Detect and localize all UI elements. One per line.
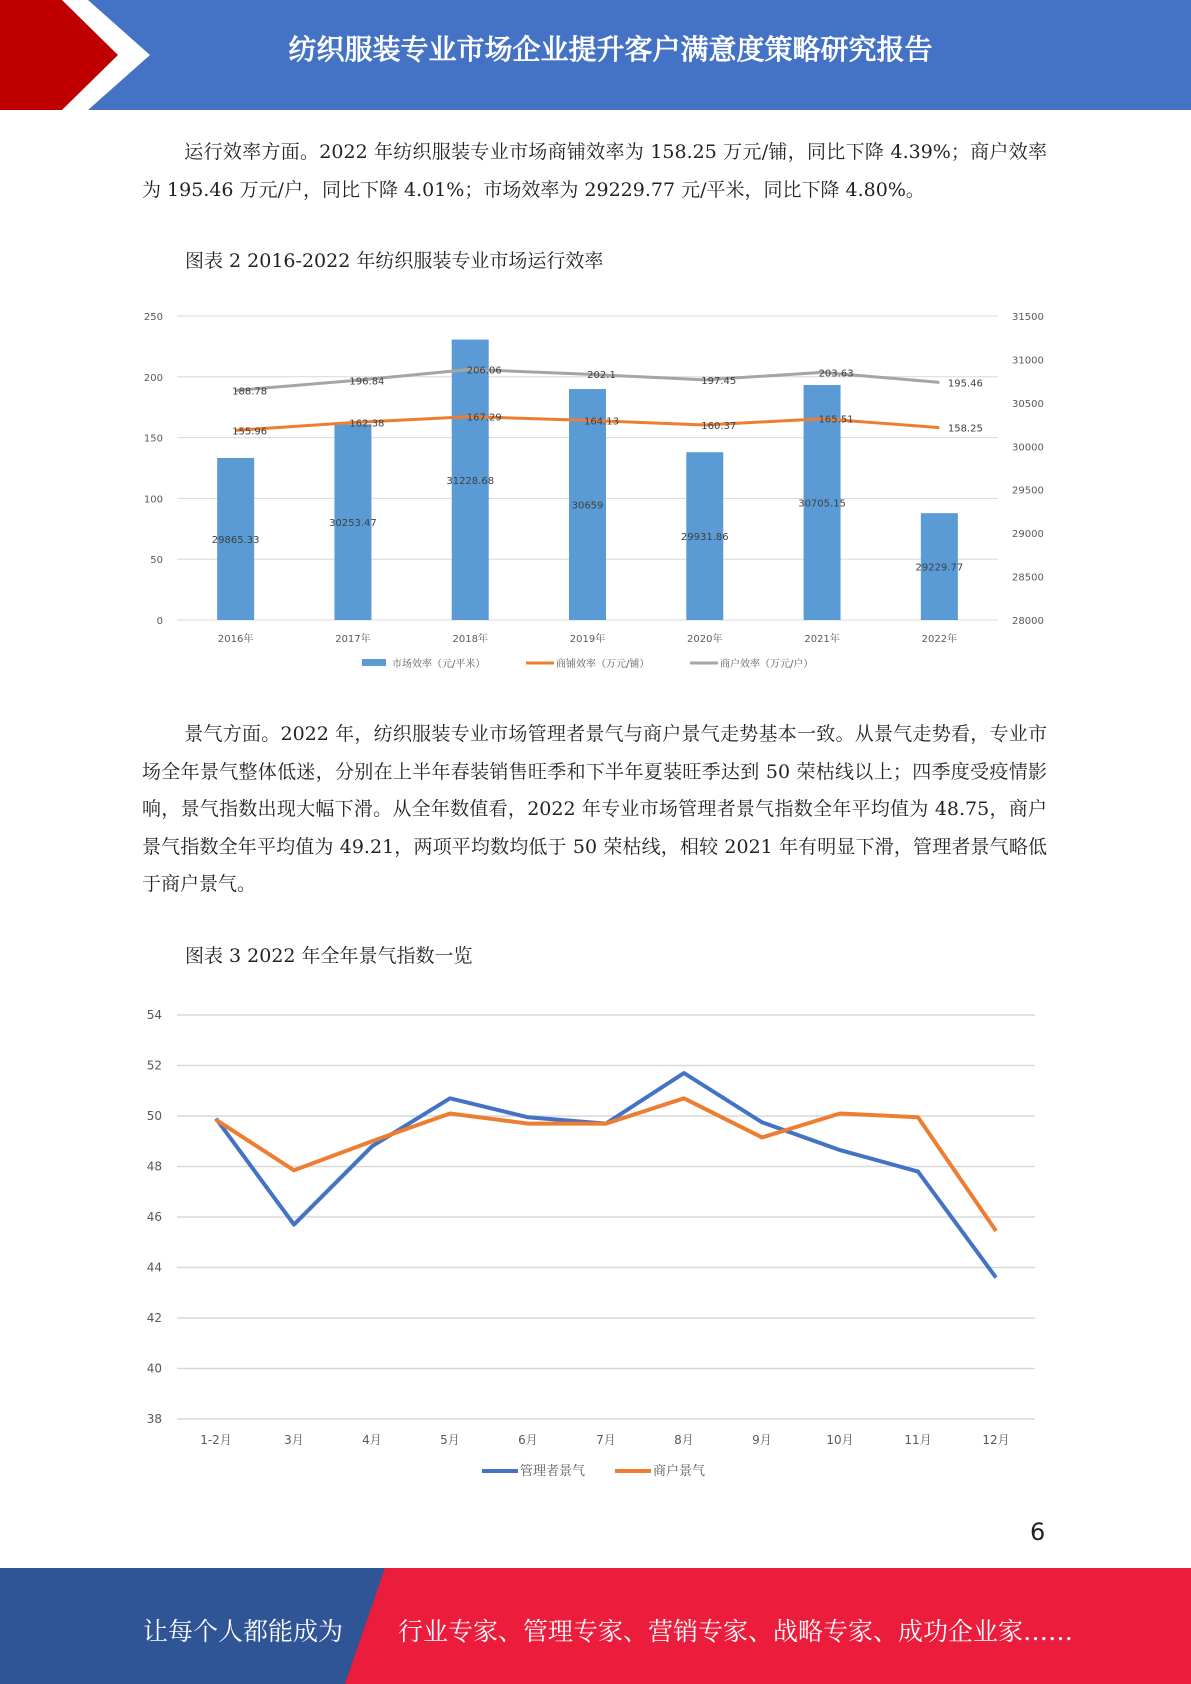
bar-data-label: 30705.15 bbox=[798, 498, 846, 510]
bar-data-label: 30659 bbox=[571, 500, 604, 512]
line-manager-sentiment bbox=[216, 1073, 996, 1278]
bar-data-label: 31228.68 bbox=[446, 475, 495, 487]
x-axis-tick-label: 9月 bbox=[752, 1433, 772, 1447]
x-axis-tick-label: 12月 bbox=[982, 1433, 1010, 1447]
x-axis-tick-label: 11月 bbox=[904, 1433, 932, 1447]
right-axis-tick-label: 28500 bbox=[1012, 572, 1044, 584]
y-axis-tick-label: 38 bbox=[146, 1412, 162, 1426]
x-axis-tick-label: 2021年 bbox=[804, 634, 840, 645]
figure-caption-3: 图表 3 2022 年全年景气指数一览 bbox=[185, 945, 473, 967]
line-data-label: 165.51 bbox=[818, 414, 854, 426]
bar-data-label: 29865.33 bbox=[211, 534, 260, 546]
x-axis-tick-label: 4月 bbox=[362, 1433, 382, 1447]
x-axis-tick-label: 7月 bbox=[596, 1433, 616, 1447]
x-axis-tick-label: 2019年 bbox=[569, 634, 606, 645]
right-axis-tick-label: 31000 bbox=[1012, 355, 1044, 367]
right-axis-tick-label: 30500 bbox=[1012, 398, 1044, 410]
report-title: 纺织服装专业市场企业提升客户满意度策略研究报告 bbox=[288, 33, 933, 66]
bar-data-label: 29229.77 bbox=[915, 562, 964, 574]
y-axis-tick-label: 48 bbox=[146, 1159, 162, 1174]
x-axis-tick-label: 10月 bbox=[826, 1433, 854, 1447]
right-axis-tick-label: 31500 bbox=[1012, 312, 1044, 323]
x-axis-tick-label: 6月 bbox=[518, 1433, 538, 1447]
x-axis-tick-label: 2017年 bbox=[335, 634, 371, 645]
left-axis-tick-label: 200 bbox=[143, 372, 163, 384]
x-axis-tick-label: 8月 bbox=[674, 1433, 694, 1447]
line-data-label: 197.45 bbox=[701, 375, 737, 387]
left-axis-tick-label: 100 bbox=[143, 494, 163, 506]
line-data-label: 155.96 bbox=[232, 426, 268, 438]
paragraph-sentiment bbox=[142, 716, 1047, 904]
legend-label: 商户效率（万元/户） bbox=[720, 659, 814, 670]
y-axis-tick-label: 46 bbox=[146, 1210, 162, 1224]
chart-efficiency bbox=[130, 298, 1060, 678]
line-data-label: 188.78 bbox=[232, 386, 268, 398]
y-axis-tick-label: 52 bbox=[146, 1058, 162, 1073]
left-axis-tick-label: 50 bbox=[150, 555, 163, 567]
page-header bbox=[0, 0, 1191, 110]
line-data-label: 167.29 bbox=[466, 412, 502, 424]
x-axis-tick-label: 2022年 bbox=[921, 634, 958, 645]
x-axis-tick-label: 5月 bbox=[440, 1433, 460, 1447]
line-data-label: 206.06 bbox=[466, 365, 502, 377]
line-data-label: 202.1 bbox=[587, 370, 616, 382]
x-axis-tick-label: 2018年 bbox=[452, 634, 488, 645]
legend-label: 管理者景气 bbox=[520, 1464, 586, 1479]
x-axis-tick-label: 1-2月 bbox=[200, 1433, 232, 1447]
y-axis-tick-label: 42 bbox=[146, 1311, 162, 1325]
page-number: 6 bbox=[1030, 1518, 1046, 1546]
legend-label: 商户景气 bbox=[653, 1464, 706, 1479]
line-data-label: 196.84 bbox=[349, 376, 385, 388]
y-axis-tick-label: 44 bbox=[146, 1260, 162, 1275]
line-data-label: 164.13 bbox=[584, 416, 619, 428]
line-data-label: 162.38 bbox=[349, 418, 385, 430]
line-data-label: 195.46 bbox=[947, 378, 983, 390]
figure-caption-2: 图表 2 2016-2022 年纺织服装专业市场运行效率 bbox=[185, 250, 604, 272]
x-axis-tick-label: 2016年 bbox=[217, 634, 254, 645]
paragraph-efficiency bbox=[142, 134, 1047, 209]
footer-slogan-right: 行业专家、管理专家、营销专家、战略专家、成功企业家…… bbox=[398, 1617, 1074, 1646]
right-axis-tick-label: 30000 bbox=[1012, 442, 1044, 454]
left-axis-tick-label: 250 bbox=[143, 312, 163, 323]
left-axis-tick-label: 150 bbox=[143, 433, 163, 445]
x-axis-tick-label: 3月 bbox=[284, 1433, 304, 1447]
line-data-label: 158.25 bbox=[947, 423, 983, 435]
y-axis-tick-label: 50 bbox=[146, 1109, 162, 1123]
y-axis-tick-label: 54 bbox=[146, 1008, 162, 1022]
x-axis-tick-label: 2020年 bbox=[687, 634, 723, 645]
line-merchant-sentiment bbox=[216, 1098, 996, 1231]
line-data-label: 160.37 bbox=[701, 420, 737, 432]
legend-label: 市场效率（元/平米） bbox=[392, 659, 486, 670]
right-axis-tick-label: 29500 bbox=[1012, 485, 1044, 497]
legend-label: 商铺效率（万元/铺） bbox=[556, 659, 650, 670]
right-axis-tick-label: 28000 bbox=[1012, 616, 1044, 627]
right-axis-tick-label: 29000 bbox=[1012, 529, 1044, 541]
line-data-label: 203.63 bbox=[818, 368, 854, 380]
bar-data-label: 30253.47 bbox=[329, 518, 377, 530]
left-axis-tick-label: 0 bbox=[156, 616, 163, 627]
bar-data-label: 29931.86 bbox=[680, 532, 729, 544]
chart-sentiment-index bbox=[130, 990, 1060, 1480]
y-axis-tick-label: 40 bbox=[146, 1361, 162, 1376]
footer-slogan-left: 让每个人都能成为 bbox=[143, 1617, 344, 1646]
paragraph-efficiency-text: 运行效率方面。2022 年纺织服装专业市场商铺效率为 158.25 万元/铺，同比下降 4.39%；商户效率为 195.46 万元/户，同比下降 4.01%；市场效率为 29229.77 元/平米，同比下降 4.80%。 bbox=[142, 141, 1047, 201]
paragraph-sentiment-text: 景气方面。2022 年，纺织服装专业市场管理者景气与商户景气走势基本一致。从景气走势看，专业市场全年景气整体低迷，分别在上半年春装销售旺季和下半年夏装旺季达到 50 荣枯线以上；四季度受疫情影响，景气指数出现大幅下滑。从全年数值看，2022 年专业市场管理者景气指数全年平均值为 48.75，商户景气指数全年平均值为 49.21，两项平均数均低于 50 荣枯线，相较 2021 年有明显下滑，管理者景气略低于商户景气。 bbox=[142, 723, 1047, 895]
legend-swatch bbox=[362, 659, 386, 666]
